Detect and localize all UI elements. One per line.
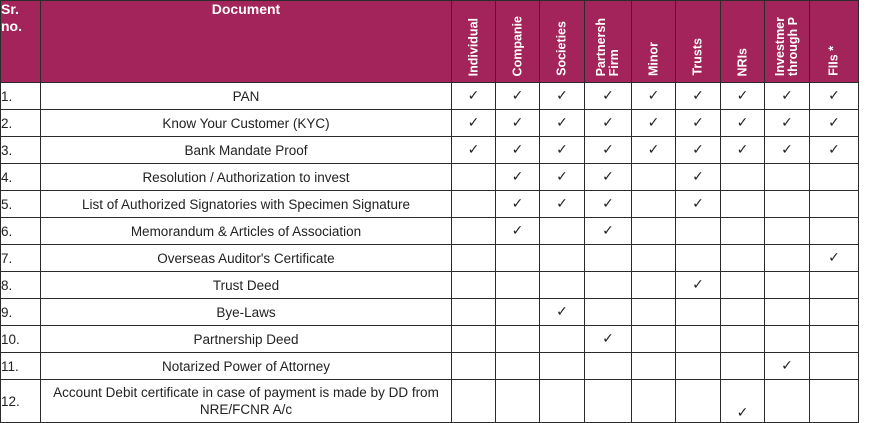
empty-cell (540, 353, 585, 380)
check-icon: ✓ (496, 164, 540, 191)
check-icon: ✓ (585, 137, 632, 164)
empty-cell (632, 218, 676, 245)
empty-cell (721, 272, 765, 299)
table-row (1, 83, 859, 110)
empty-cell (810, 299, 859, 326)
check-icon: ✓ (676, 191, 721, 218)
empty-cell (810, 326, 859, 353)
document-cell: Bye-Laws (41, 299, 452, 326)
check-icon: ✓ (585, 326, 632, 353)
empty-cell (810, 218, 859, 245)
table-row (1, 272, 859, 299)
empty-cell (765, 218, 810, 245)
empty-cell (496, 299, 540, 326)
empty-cell (765, 164, 810, 191)
empty-cell (632, 245, 676, 272)
check-icon: ✓ (496, 110, 540, 137)
column-header-fiis: FIIs * (810, 1, 859, 83)
empty-cell (496, 380, 540, 423)
column-header-minor: Minor (632, 1, 676, 83)
document-cell: Resolution / Authorization to invest (41, 164, 452, 191)
document-cell: PAN (41, 83, 452, 110)
empty-cell (452, 326, 496, 353)
empty-cell (496, 326, 540, 353)
check-icon: ✓ (721, 83, 765, 110)
check-icon: ✓ (676, 137, 721, 164)
document-cell: Know Your Customer (KYC) (41, 110, 452, 137)
check-icon: ✓ (765, 110, 810, 137)
check-icon: ✓ (765, 83, 810, 110)
check-icon: ✓ (676, 83, 721, 110)
column-header-individual: Individual (452, 1, 496, 83)
empty-cell (676, 380, 721, 423)
column-header-partnership-firm: Partnersh Firm (585, 1, 632, 83)
empty-cell (540, 218, 585, 245)
empty-cell (496, 272, 540, 299)
sr-no-cell: 11. (1, 353, 41, 380)
empty-cell (721, 191, 765, 218)
empty-cell (765, 380, 810, 423)
table-row (1, 326, 859, 353)
sr-no-cell: 10. (1, 326, 41, 353)
check-icon: ✓ (452, 83, 496, 110)
check-icon: ✓ (585, 218, 632, 245)
sr-no-cell: 3. (1, 137, 41, 164)
empty-cell (765, 245, 810, 272)
document-header: Document (41, 1, 452, 83)
column-header-nris: NRIs (721, 1, 765, 83)
empty-cell (632, 326, 676, 353)
document-cell: List of Authorized Signatories with Specimen Signature (41, 191, 452, 218)
table-row (1, 218, 859, 245)
empty-cell (452, 245, 496, 272)
document-cell: Partnership Deed (41, 326, 452, 353)
sr-no-cell: 4. (1, 164, 41, 191)
table-row (1, 191, 859, 218)
empty-cell (676, 218, 721, 245)
empty-cell (765, 326, 810, 353)
sr-no-cell: 12. (1, 380, 41, 423)
empty-cell (540, 380, 585, 423)
check-icon: ✓ (765, 353, 810, 380)
column-header-trusts: Trusts (676, 1, 721, 83)
sr-no-header: Sr. no. (1, 1, 41, 83)
empty-cell (585, 272, 632, 299)
table-row (1, 164, 859, 191)
check-icon: ✓ (810, 83, 859, 110)
empty-cell (721, 245, 765, 272)
check-icon: ✓ (810, 137, 859, 164)
check-icon: ✓ (585, 83, 632, 110)
empty-cell (632, 191, 676, 218)
empty-cell (452, 272, 496, 299)
check-icon: ✓ (496, 191, 540, 218)
table-row (1, 380, 859, 423)
empty-cell (585, 245, 632, 272)
check-icon: ✓ (676, 110, 721, 137)
empty-cell (585, 299, 632, 326)
document-cell: Bank Mandate Proof (41, 137, 452, 164)
check-icon: ✓ (452, 137, 496, 164)
empty-cell (540, 272, 585, 299)
column-header-investment-through-poa: Investmer through P (765, 1, 810, 83)
check-icon: ✓ (765, 137, 810, 164)
empty-cell (765, 191, 810, 218)
table-row (1, 110, 859, 137)
empty-cell (721, 164, 765, 191)
check-icon: ✓ (676, 272, 721, 299)
check-icon: ✓ (540, 110, 585, 137)
empty-cell (765, 272, 810, 299)
sr-no-cell: 2. (1, 110, 41, 137)
empty-cell (452, 218, 496, 245)
empty-cell (496, 353, 540, 380)
check-icon: ✓ (540, 83, 585, 110)
table-body (1, 83, 859, 423)
check-icon: ✓ (721, 137, 765, 164)
empty-cell (452, 191, 496, 218)
check-icon: ✓ (676, 164, 721, 191)
document-cell: Notarized Power of Attorney (41, 353, 452, 380)
document-cell: Overseas Auditor's Certificate (41, 245, 452, 272)
check-icon: ✓ (496, 137, 540, 164)
empty-cell (721, 299, 765, 326)
sr-no-cell: 7. (1, 245, 41, 272)
check-icon: ✓ (540, 164, 585, 191)
check-icon: ✓ (496, 83, 540, 110)
empty-cell (810, 353, 859, 380)
empty-cell (721, 218, 765, 245)
empty-cell (810, 164, 859, 191)
empty-cell (676, 299, 721, 326)
check-icon: ✓ (452, 110, 496, 137)
empty-cell (632, 299, 676, 326)
empty-cell (810, 380, 859, 423)
empty-cell (585, 380, 632, 423)
empty-cell (540, 245, 585, 272)
empty-cell (452, 164, 496, 191)
empty-cell (632, 272, 676, 299)
check-icon: ✓ (810, 245, 859, 272)
sr-no-cell: 1. (1, 83, 41, 110)
sr-no-cell: 9. (1, 299, 41, 326)
empty-cell (632, 353, 676, 380)
table-row (1, 299, 859, 326)
column-header-companies: Companie (496, 1, 540, 83)
document-cell: Account Debit certificate in case of payment is made by DD from NRE/FCNR A/c (41, 380, 452, 423)
empty-cell (585, 353, 632, 380)
empty-cell (632, 164, 676, 191)
check-icon: ✓ (632, 110, 676, 137)
check-icon: ✓ (632, 137, 676, 164)
check-icon: ✓ (540, 299, 585, 326)
empty-cell (721, 353, 765, 380)
empty-cell (810, 272, 859, 299)
sr-no-cell: 5. (1, 191, 41, 218)
empty-cell (452, 353, 496, 380)
empty-cell (496, 245, 540, 272)
empty-cell (721, 326, 765, 353)
check-icon: ✓ (632, 83, 676, 110)
document-cell: Memorandum & Articles of Association (41, 218, 452, 245)
check-icon: ✓ (721, 380, 765, 423)
document-cell: Trust Deed (41, 272, 452, 299)
header-row (1, 1, 859, 83)
sr-no-cell: 8. (1, 272, 41, 299)
check-icon: ✓ (585, 191, 632, 218)
empty-cell (452, 380, 496, 423)
check-icon: ✓ (540, 191, 585, 218)
empty-cell (540, 326, 585, 353)
column-header-societies: Societies (540, 1, 585, 83)
check-icon: ✓ (810, 110, 859, 137)
sr-no-cell: 6. (1, 218, 41, 245)
empty-cell (676, 245, 721, 272)
empty-cell (452, 299, 496, 326)
check-icon: ✓ (585, 110, 632, 137)
empty-cell (765, 299, 810, 326)
empty-cell (676, 353, 721, 380)
empty-cell (676, 326, 721, 353)
empty-cell (810, 191, 859, 218)
table-row (1, 137, 859, 164)
empty-cell (632, 380, 676, 423)
check-icon: ✓ (585, 164, 632, 191)
check-icon: ✓ (540, 137, 585, 164)
check-icon: ✓ (496, 218, 540, 245)
check-icon: ✓ (721, 110, 765, 137)
table-row (1, 353, 859, 380)
table-row (1, 245, 859, 272)
